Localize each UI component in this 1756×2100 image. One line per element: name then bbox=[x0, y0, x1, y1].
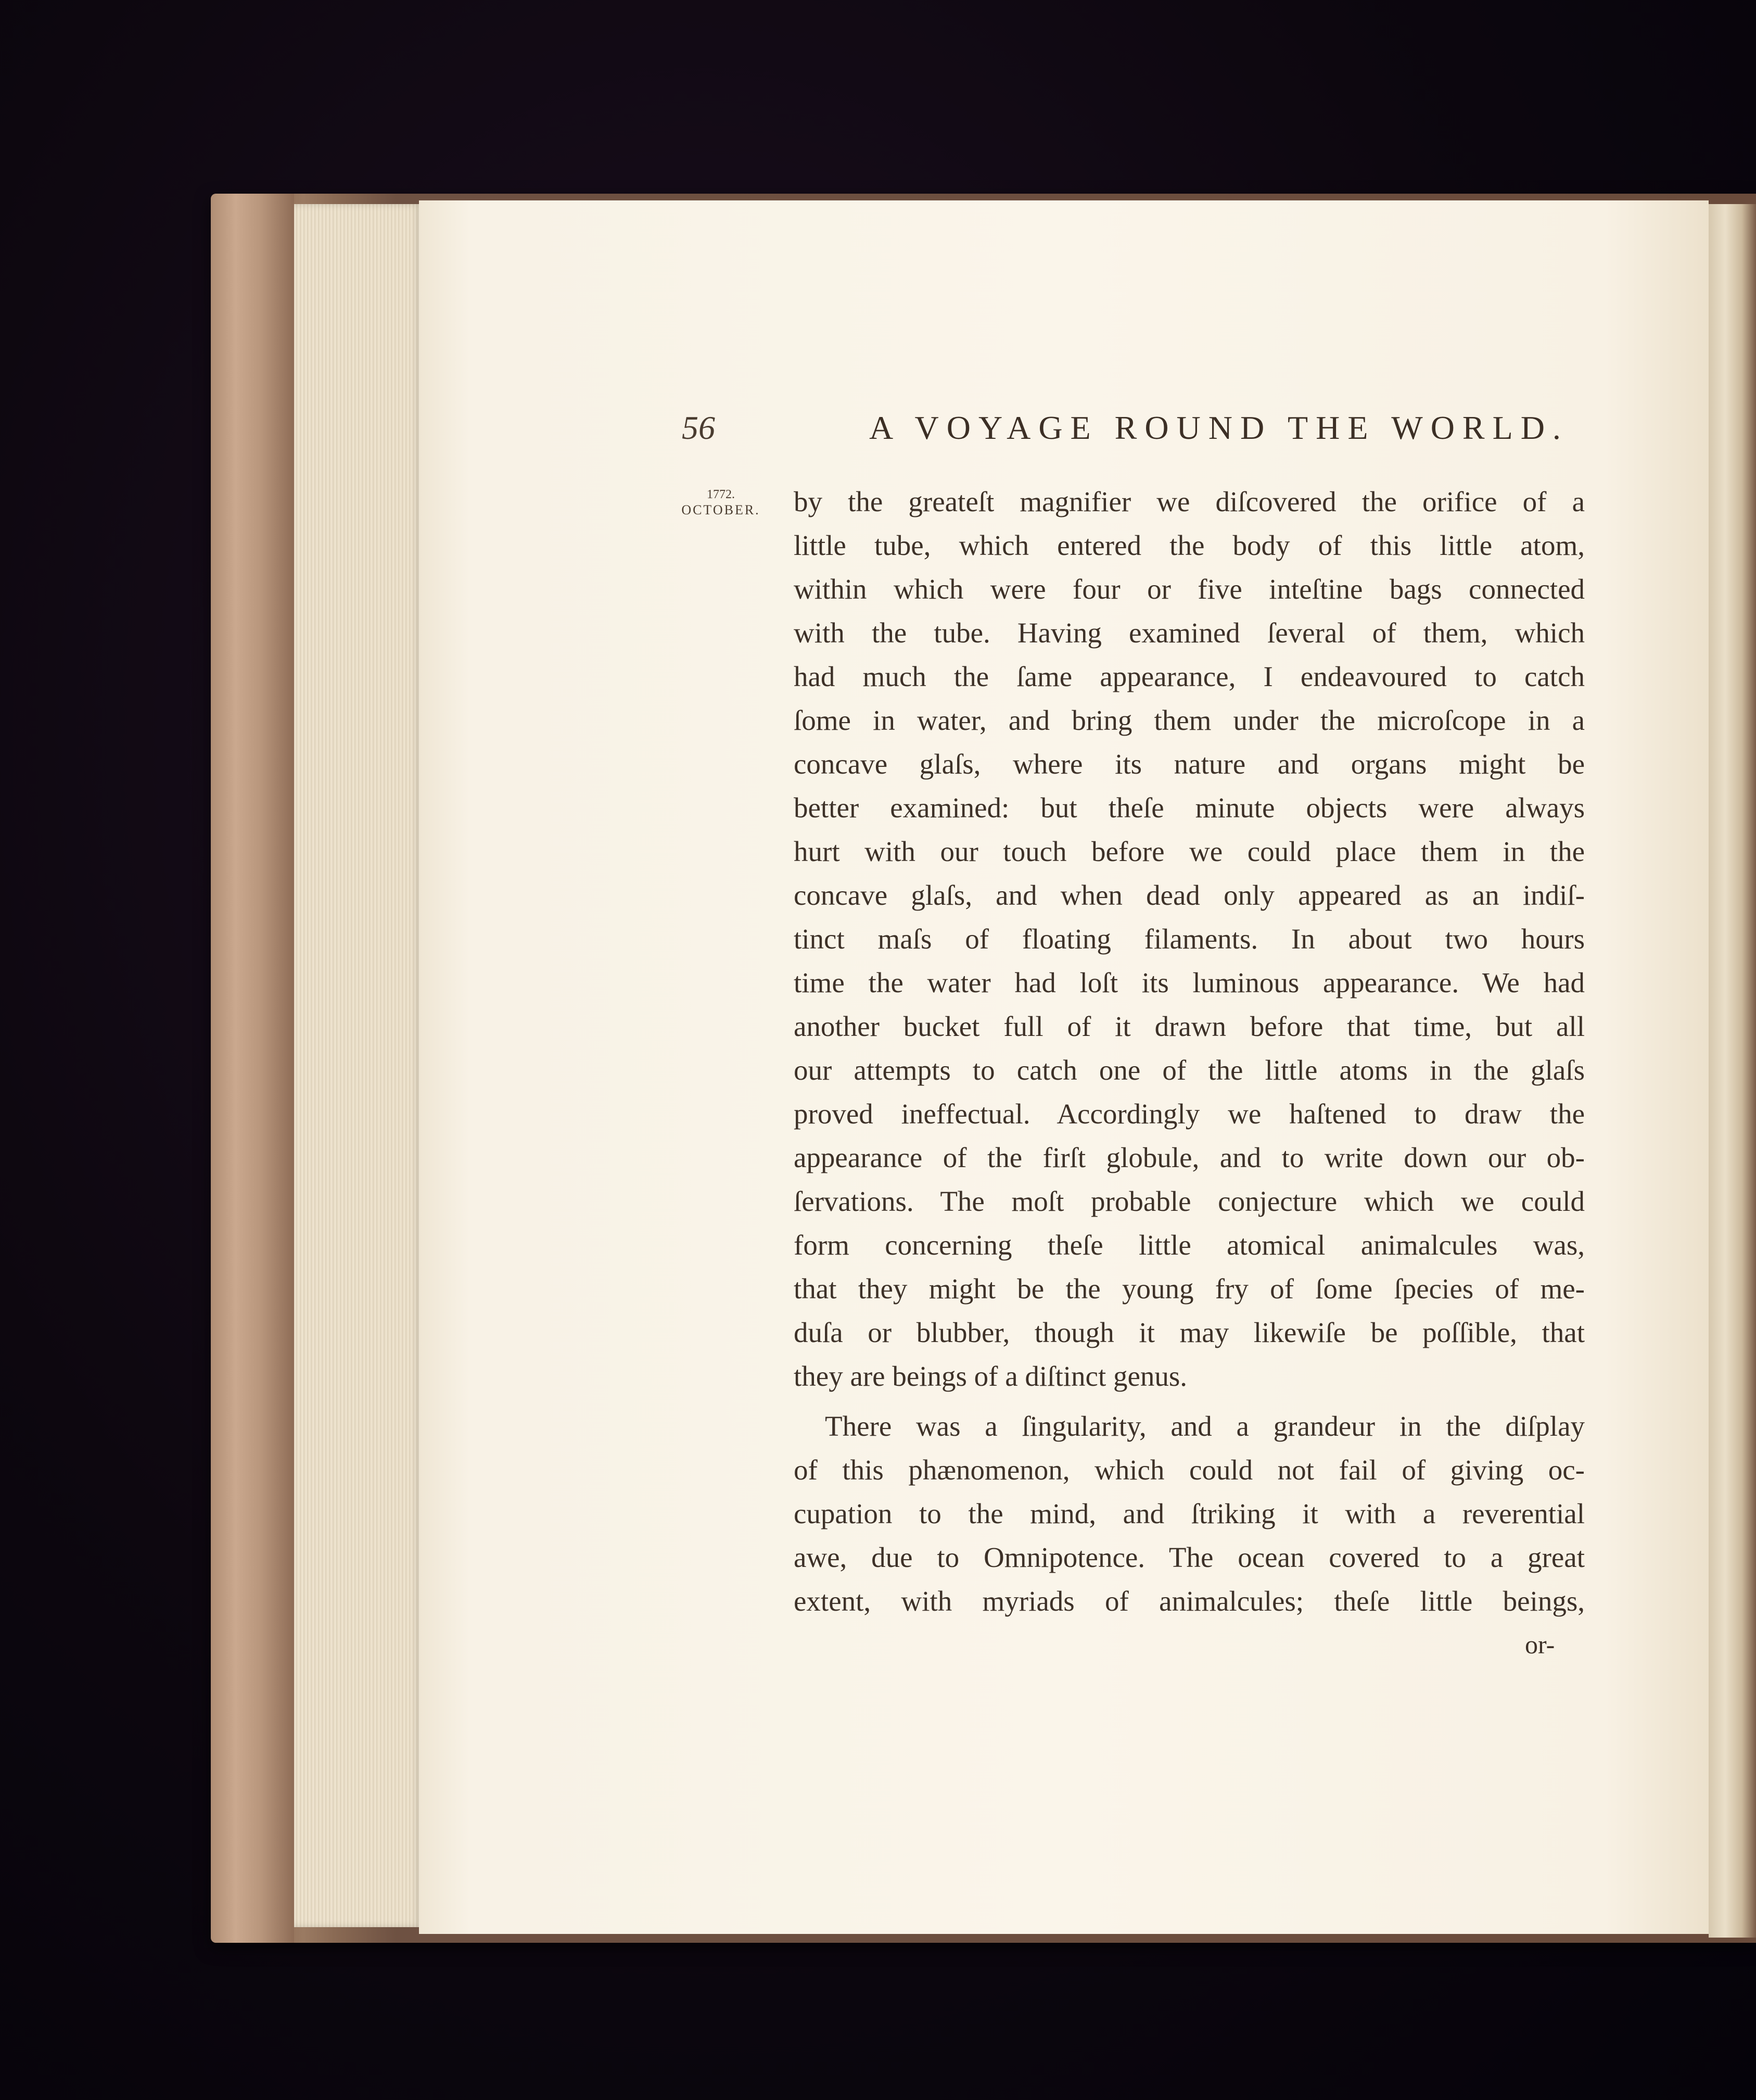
facing-page-edge bbox=[1709, 204, 1756, 1938]
page-header bbox=[682, 409, 1569, 456]
text-line: hurt with our touch before we could place them in the bbox=[794, 836, 1585, 867]
text-line: There was a ſingularity, and a grandeur in the diſplay bbox=[825, 1410, 1585, 1442]
margin-note bbox=[674, 487, 768, 518]
text-line: proved ineffectual. Accordingly we haſtened to draw the bbox=[794, 1098, 1585, 1130]
catchword: or- bbox=[1525, 1630, 1555, 1659]
running-title: A VOYAGE ROUND THE WORLD. bbox=[869, 409, 1569, 446]
margin-note-year: 1772. bbox=[707, 488, 735, 501]
text-line: another bucket full of it drawn before that time, but all bbox=[794, 1010, 1585, 1042]
text-line: our attempts to catch one of the little atoms in the glaſs bbox=[794, 1054, 1585, 1086]
margin-note-month: OCTOBER. bbox=[681, 502, 760, 517]
text-line: that they might be the young fry of ſome ſpecies of me- bbox=[794, 1273, 1585, 1305]
text-line: within which were four or five inteſtine bags connected bbox=[794, 573, 1585, 605]
body-text bbox=[794, 480, 1585, 1623]
text-line: appearance of the firſt globule, and to write down our ob- bbox=[794, 1142, 1585, 1173]
text-line: time the water had loſt its luminous appearance. We had bbox=[794, 967, 1585, 998]
text-line: duſa or blubber, though it may likewiſe be poſſible, that bbox=[794, 1317, 1585, 1348]
text-line: ſome in water, and bring them under the microſcope in a bbox=[794, 704, 1585, 736]
text-line: ſervations. The moſt probable conjecture which we could bbox=[794, 1185, 1585, 1217]
page-number: 56 bbox=[682, 409, 715, 446]
text-line: by the greateſt magnifier we diſcovered the orifice of a bbox=[794, 486, 1585, 517]
text-line: they are beings of a diſtinct genus. bbox=[794, 1360, 1188, 1392]
text-line: form concerning theſe little atomical animalcules was, bbox=[794, 1229, 1585, 1261]
text-line: concave glaſs, where its nature and organs might be bbox=[794, 748, 1585, 780]
text-line: extent, with myriads of animalcules; theſe little beings, bbox=[794, 1585, 1585, 1617]
text-line: cupation to the mind, and ſtriking it with a reverential bbox=[794, 1498, 1585, 1529]
book-board-edge bbox=[211, 194, 294, 1943]
text-line: had much the ſame appearance, I endeavoured to catch bbox=[794, 661, 1585, 692]
text-line: concave glaſs, and when dead only appeared as an indiſ- bbox=[794, 879, 1585, 911]
paragraph-gap bbox=[794, 1398, 1585, 1405]
page-stack bbox=[294, 204, 422, 1927]
text-line: awe, due to Omnipotence. The ocean covered to a great bbox=[794, 1541, 1585, 1573]
text-line: of this phænomenon, which could not fail of giving oc- bbox=[794, 1454, 1585, 1486]
text-line: little tube, which entered the body of this little atom, bbox=[794, 529, 1585, 561]
text-line: tinct maſs of floating filaments. In about two hours bbox=[794, 923, 1585, 955]
text-line: better examined: but theſe minute objects were always bbox=[794, 792, 1585, 824]
text-line: with the tube. Having examined ſeveral of them, which bbox=[794, 617, 1585, 649]
